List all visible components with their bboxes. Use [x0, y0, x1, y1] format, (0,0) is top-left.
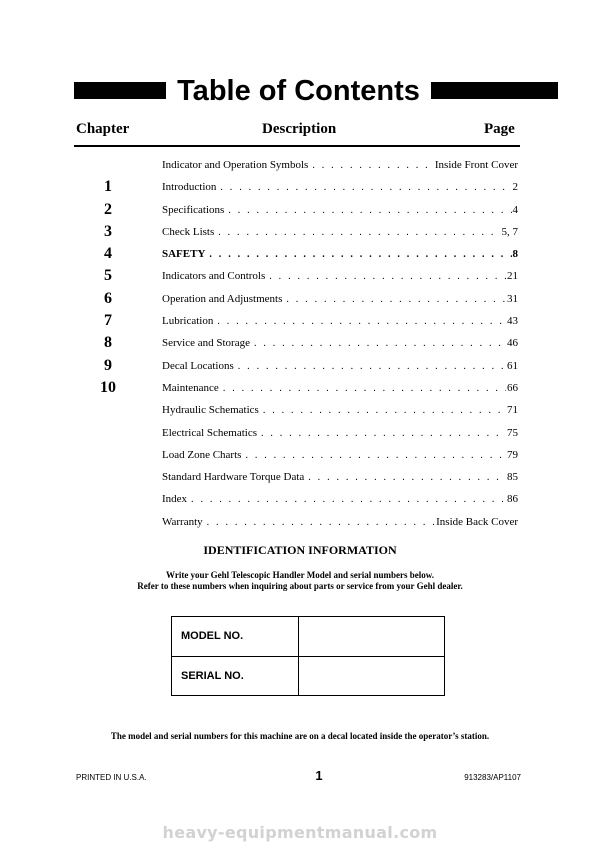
- toc-entry[interactable]: [162, 490, 518, 509]
- dot-leader: [220, 179, 511, 197]
- model-row: [172, 617, 444, 656]
- chapter-number: 1: [104, 178, 112, 196]
- dot-leader: [254, 335, 506, 353]
- description-header: Description: [262, 121, 337, 137]
- toc-entry-page: 75: [507, 426, 518, 439]
- toc-row: [0, 466, 600, 488]
- toc-row: [0, 199, 600, 221]
- page-title: Table of Contents: [177, 75, 420, 107]
- toc-entry[interactable]: [162, 290, 518, 309]
- dot-leader: [312, 157, 434, 175]
- toc-row: [0, 332, 600, 354]
- chapter-number: 9: [104, 356, 112, 374]
- toc-entry-label: Electrical Schematics: [162, 426, 257, 439]
- dot-leader: [223, 380, 506, 398]
- dot-leader: [286, 291, 506, 309]
- toc-entry-label: Index: [162, 493, 188, 506]
- toc-entry-label: Standard Hardware Torque Data: [162, 471, 305, 484]
- toc-entry-page: 66: [507, 381, 518, 394]
- toc-entry-label: Indicators and Controls: [162, 270, 266, 283]
- chapter-number: 8: [104, 334, 112, 352]
- toc-entry-label: Load Zone Charts: [162, 448, 242, 461]
- toc-row: [0, 154, 600, 176]
- toc-entry-page: 5, 7: [501, 225, 518, 238]
- dot-leader: [191, 491, 506, 509]
- identification-instruction-2: Refer to these numbers when inquiring about parts or service from your Gehl dealer.: [137, 581, 463, 591]
- toc-row: [0, 488, 600, 510]
- toc-entry[interactable]: [162, 312, 518, 331]
- toc-entry[interactable]: [162, 201, 518, 220]
- footer-printed: PRINTED IN U.S.A.: [76, 773, 147, 782]
- model-value-field[interactable]: [299, 617, 444, 656]
- toc-entry-page: 71: [507, 404, 518, 417]
- toc-entry[interactable]: [162, 513, 518, 532]
- dot-leader: [218, 224, 500, 242]
- toc-entry-label: Introduction: [162, 181, 217, 194]
- toc-entry-page: 79: [507, 448, 518, 461]
- footer-part-number: 913283/AP1107: [464, 773, 521, 782]
- chapter-number: 6: [104, 289, 112, 307]
- toc-entry-label: Decal Locations: [162, 359, 234, 372]
- toc-entry-page: 86: [507, 493, 518, 506]
- chapter-number: 10: [100, 378, 116, 396]
- model-label: MODEL NO.: [172, 617, 299, 656]
- chapter-number: 2: [104, 200, 112, 218]
- serial-row: [172, 656, 444, 696]
- toc-entry-page: Inside Back Cover: [436, 515, 518, 528]
- toc-row: [0, 176, 600, 198]
- toc-entry-page: 61: [507, 359, 518, 372]
- dot-leader: [207, 514, 435, 532]
- dot-leader: [245, 447, 506, 465]
- toc-list: [0, 154, 600, 533]
- toc-entry-page: 43: [507, 315, 518, 328]
- dot-leader: [209, 246, 511, 264]
- toc-entry-label: Indicator and Operation Symbols: [162, 159, 309, 171]
- serial-label: SERIAL NO.: [172, 657, 299, 696]
- dot-leader: [238, 358, 506, 376]
- toc-entry[interactable]: [162, 245, 518, 264]
- toc-entry-page: 21: [507, 270, 518, 283]
- toc-row: [0, 221, 600, 243]
- toc-row: [0, 444, 600, 466]
- toc-entry-label: Operation and Adjustments: [162, 292, 283, 305]
- page-number: 1: [315, 768, 323, 783]
- toc-entry-label: Specifications: [162, 203, 225, 216]
- toc-entry[interactable]: [162, 379, 518, 398]
- toc-entry-page: 8: [512, 248, 518, 261]
- toc-entry-label: Warranty: [162, 515, 203, 528]
- toc-entry-label: Check Lists: [162, 225, 215, 238]
- decal-location-note: The model and serial numbers for this machine are on a decal located inside the operator’s station.: [110, 731, 490, 741]
- toc-entry[interactable]: [162, 446, 518, 465]
- toc-entry-label: Hydraulic Schematics: [162, 404, 259, 417]
- toc-row: [0, 288, 600, 310]
- toc-entry-page: 4: [512, 203, 518, 216]
- toc-entry[interactable]: [162, 223, 518, 242]
- toc-entry[interactable]: [162, 401, 518, 420]
- chapter-number: 7: [104, 312, 112, 330]
- toc-row: [0, 355, 600, 377]
- page-header: Page: [484, 121, 515, 137]
- chapter-number: 4: [104, 245, 112, 263]
- dot-leader: [261, 425, 506, 443]
- toc-entry-page: Inside Front Cover: [434, 159, 518, 171]
- chapter-number: 3: [104, 222, 112, 240]
- chapter-number: 5: [104, 267, 112, 285]
- toc-row: [0, 377, 600, 399]
- toc-entry[interactable]: [162, 156, 518, 175]
- toc-entry[interactable]: [162, 424, 518, 443]
- toc-entry-page: 85: [507, 471, 518, 484]
- toc-entry[interactable]: [162, 357, 518, 376]
- dot-leader: [269, 268, 506, 286]
- toc-entry-page: 46: [507, 337, 518, 350]
- title-row: [74, 74, 558, 108]
- header-rule: [74, 145, 520, 147]
- dot-leader: [217, 313, 506, 331]
- dot-leader: [228, 202, 511, 220]
- toc-entry[interactable]: [162, 334, 518, 353]
- toc-entry[interactable]: [162, 468, 518, 487]
- toc-row: [0, 265, 600, 287]
- serial-value-field[interactable]: [299, 657, 444, 696]
- identification-title: IDENTIFICATION INFORMATION: [203, 543, 397, 557]
- toc-entry-label: Lubrication: [162, 315, 214, 328]
- toc-row: [0, 511, 600, 533]
- toc-entry-label: Maintenance: [162, 381, 219, 394]
- title-bar-left: [74, 82, 166, 99]
- toc-entry-label: Service and Storage: [162, 337, 250, 350]
- toc-entry-page: 31: [507, 292, 518, 305]
- identification-instruction-1: Write your Gehl Telescopic Handler Model and serial numbers below.: [165, 570, 434, 580]
- toc-entry[interactable]: [162, 178, 518, 197]
- toc-row: [0, 243, 600, 265]
- watermark: heavy-equipmentmanual.com: [162, 823, 438, 842]
- toc-entry[interactable]: [162, 267, 518, 286]
- toc-row: [0, 310, 600, 332]
- toc-row: [0, 399, 600, 421]
- chapter-header: Chapter: [76, 121, 130, 137]
- toc-entry-page: 2: [512, 181, 518, 194]
- dot-leader: [308, 469, 506, 487]
- dot-leader: [263, 402, 506, 420]
- toc-row: [0, 422, 600, 444]
- title-bar-right: [431, 82, 558, 99]
- identification-table: [171, 616, 445, 696]
- toc-entry-label: SAFETY: [162, 248, 206, 261]
